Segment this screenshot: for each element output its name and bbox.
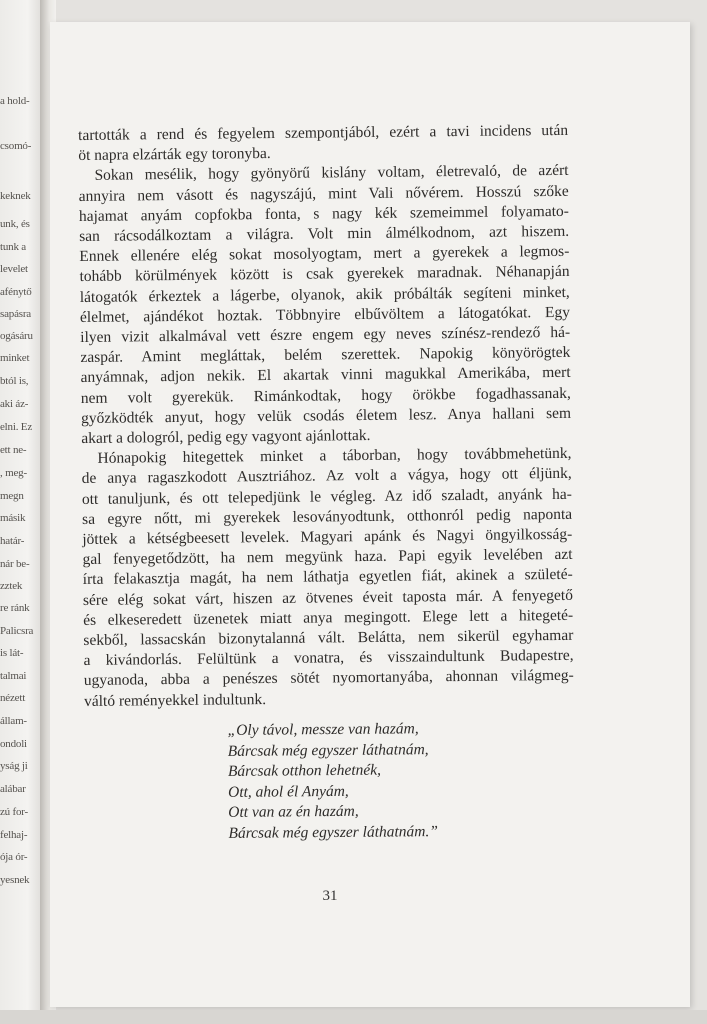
left-page-fragment: csomó- xyxy=(0,140,32,152)
text-line: gal fenyegetődzött, ha nem megyünk haza. Papi egyik levelében azt xyxy=(82,546,573,569)
left-page-fragment: sapásra xyxy=(0,308,31,320)
left-page-fragment: ett ne- xyxy=(0,444,27,456)
text-line: tartották a rend és fegyelem szempontjából, ezért a tavi incidens után xyxy=(78,121,569,144)
page-number: 31 xyxy=(322,888,338,904)
left-page-fragment: keknek xyxy=(0,190,31,202)
left-page-fragment: állam- xyxy=(0,715,27,727)
left-page-fragment: , meg- xyxy=(0,467,27,479)
text-line: a kivándorlás. Felültünk a vonatra, és visszaindultunk Budapestre, xyxy=(83,647,574,670)
left-page-fragment: minket xyxy=(0,352,30,364)
left-page-fragment: ója ór- xyxy=(0,851,28,863)
text-line: annyira nem vásott és nagyszájú, mint Vali nővérem. Hosszú szőke xyxy=(78,182,569,205)
body-text xyxy=(78,121,574,712)
right-page xyxy=(50,22,690,1007)
left-page-fragment: zú for- xyxy=(0,806,29,818)
text-line: sa egyre nőtt, mi gyerekek lesoványodtunk, otthonról pedig naponta xyxy=(82,505,573,528)
left-page-fragment: a hold- xyxy=(0,95,30,107)
text-line: ugyanoda, abba a penészes sötét nyomortanyába, ahonnan világmeg- xyxy=(83,667,574,690)
left-page-fragment: ogásáru xyxy=(0,330,33,342)
left-page-fragment: nézett xyxy=(0,692,26,704)
text-line: hajamat anyám copfokba fonta, s nagy kék szemeimmel folyamato- xyxy=(78,202,570,225)
poem-line: Ott van az én hazám, xyxy=(228,802,359,821)
text-line: és elkeseredett üzenetek miatt anya megingott. Elege lett a hitegeté- xyxy=(83,606,574,629)
text-line: látogatók érkeztek a lágerbe, olyanok, akik próbálták segíteni minket, xyxy=(79,283,570,306)
background-surface xyxy=(0,1010,707,1024)
left-page-fragment: tunk a xyxy=(0,241,26,253)
left-page-fragment: nár be- xyxy=(0,558,30,570)
text-line: anyámnak, adjon nekik. El akartak vinni magukkal Amerikába, mert xyxy=(80,364,571,387)
left-page-fragment: afénytő xyxy=(0,286,32,298)
text-line: ilyen vizit alkalmával vett észre engem egy neves színész-rendező há- xyxy=(80,323,571,347)
poem-line: Ott, ahol él Anyám, xyxy=(228,782,349,801)
left-page-fragment: felhaj- xyxy=(0,829,28,841)
text-line: váltó reményekkel indultunk. xyxy=(83,690,267,710)
left-page-fragment: levelet xyxy=(0,263,28,275)
text-line: öt napra elzárták egy toronyba. xyxy=(78,145,271,165)
text-line: győzködték anyut, hogy velük csodás életem lesz. Anya hallani sem xyxy=(80,404,572,427)
text-line: de anya ragaszkodott Ausztriához. Az volt a vágya, hogy ott éljünk, xyxy=(81,465,572,488)
left-page-fragment: talmai xyxy=(0,670,27,682)
poem xyxy=(227,719,438,844)
poem-line: Bárcsak még egyszer láthatnám.” xyxy=(228,822,439,842)
left-page-fragment: re ránk xyxy=(0,602,30,614)
text-line: sére elég sokat várt, hiszen az ötvenes éveit taposta már. A fenyegető xyxy=(82,586,574,609)
text-line: Sokan mesélik, hogy gyönyörű kislány voltam, életrevaló, de azért xyxy=(94,162,569,185)
poem-line: Bárcsak otthon lehetnék, xyxy=(227,761,382,780)
left-page-fragment: ondoli xyxy=(0,738,27,750)
left-page-fragment: határ- xyxy=(0,535,25,547)
left-page-fragment: megn xyxy=(0,490,24,502)
text-line: élelmet, ajándékot hoztak. Többnyire elbűvöltem a látogatókat. Egy xyxy=(79,303,571,326)
text-line: jöttek a kétségbeesett levelek. Magyari apánk és Nagyi öngyilkosság- xyxy=(82,525,573,549)
left-page-fragment: btól is, xyxy=(0,375,29,387)
left-page-fragment: zztek xyxy=(0,580,23,592)
poem-line: Bárcsak még egyszer láthatnám, xyxy=(227,740,429,760)
left-page-fragment: alábar xyxy=(0,783,26,795)
left-page-fragment: Palicsra xyxy=(0,625,34,637)
text-line: írta felakasztja magát, ha nem láthatja egyetlen fiát, akinek a születé- xyxy=(82,566,573,589)
left-page-fragment: is lát- xyxy=(0,647,24,659)
text-line: Ennek ellenére elég sokat mosolyogtam, mert a gyerekek a legmos- xyxy=(79,243,570,266)
text-line: zaspár. Amint megláttak, belém szerettek. Napokig könyörögtek xyxy=(80,344,571,367)
text-line: nem volt gyerekük. Rimánkodtak, hogy örökbe fogadhassanak, xyxy=(80,384,571,407)
left-page-fragment: yság ji xyxy=(0,760,28,772)
left-page-fragment: yesnek xyxy=(0,874,30,886)
text-line: san rácsodálkoztam a világra. Volt min álmélkodnom, azt hiszem. xyxy=(79,222,570,246)
left-page-fragment: elni. Ez xyxy=(0,421,32,433)
left-page-fragment: másik xyxy=(0,512,26,524)
text-line: ott tanuljunk, és ott telepedjünk le végleg. Az idő szaladt, anyánk ha- xyxy=(81,485,572,508)
text-line: Hónapokig hitegettek minket a táborban, hogy továbbmehetünk, xyxy=(97,445,572,468)
text-line: akart a dologról, pedig egy vagyont ajánlottak. xyxy=(81,427,371,448)
left-page-fragment: unk, és xyxy=(0,218,30,230)
text-line: sekből, lassacskán bizonytalanná vált. Belátta, nem sikerül egyhamar xyxy=(83,626,574,650)
poem-line: „Oly távol, messze van hazám, xyxy=(227,720,419,739)
text-line: tohább körülmények között is csak gyerekek maradnak. Néhanapján xyxy=(79,263,570,286)
left-page-fragment: aki áz- xyxy=(0,398,29,410)
